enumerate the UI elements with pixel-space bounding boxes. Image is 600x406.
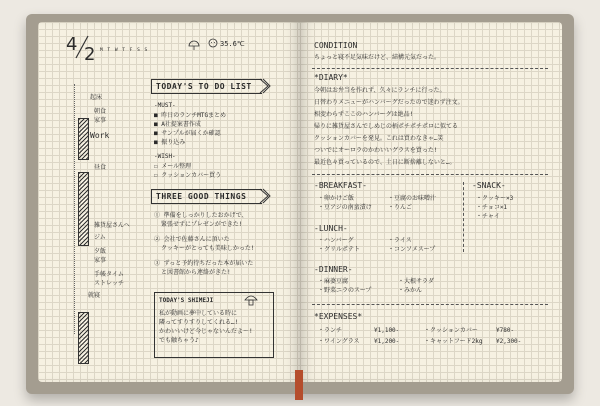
diary-label: *DIARY* [314, 73, 348, 82]
snack-item: ・チャイ [476, 213, 500, 220]
dinner-item: ・大根サラダ [398, 278, 434, 285]
dinner-item: ・野菜ニラのスープ [318, 287, 372, 294]
mushroom-icon [244, 294, 258, 306]
bookmark-ribbon [295, 370, 303, 400]
timeline-block-work [78, 118, 89, 160]
expense-amount: ¥780- [496, 327, 515, 334]
good-thing-3-line1: ③ ずっと予約待ちだった本が届いた [154, 260, 254, 267]
snack-item: ・チョコ×1 [476, 204, 508, 211]
expense-amount: ¥1,100- [374, 327, 400, 334]
timeline-gym: ジム [94, 234, 106, 241]
timeline-block-afternoon [78, 172, 89, 246]
dinner-item: ・みかん [398, 287, 423, 294]
timeline-stretch: ストレッチ [94, 280, 124, 287]
shimeji-title: TODAY'S SHIMEJI [159, 297, 214, 304]
good-thing-2-line2: クッキーがとっても美味しかった! [161, 245, 255, 252]
diary-line: クッションカバーを発見。これは買わなきゃ…笑 [314, 135, 444, 142]
timeline-breakfast: 朝食 [94, 108, 107, 115]
lunch-label: -LUNCH- [314, 224, 348, 233]
timeline-chores: 家事 [94, 117, 107, 124]
todo-wish-item: ☐ クッションカバー買う [154, 172, 222, 179]
date-day: 2 [84, 44, 96, 65]
good-thing-1-line1: ① 準備をしっかりしたおかげで、 [154, 212, 248, 219]
left-page [38, 22, 300, 382]
todo-must-item: ■ 振り込み [154, 139, 186, 146]
expense-item: ・クッションカバー [424, 327, 478, 334]
date-month: 4 [66, 34, 78, 55]
temperature: 35.6℃ [220, 40, 245, 48]
shimeji-line: かわいいけど今じゃないんだよ〜! [159, 328, 253, 335]
good-things-chevron [260, 189, 270, 204]
diary-line: 今朝はお弁当を作れず、久々にランチに行った。 [314, 87, 446, 94]
timeline-wake: 起床 [90, 94, 103, 101]
timeline-sleep: 就寝 [88, 292, 101, 299]
expenses-label: *EXPENSES* [314, 312, 363, 321]
expense-amount: ¥2,300- [496, 338, 522, 345]
good-thing-2-line1: ② 会社で佐藤さんに頂いた [154, 236, 230, 243]
lunch-item: ・ハンバーグ [318, 237, 354, 244]
expense-item: ・ランチ [318, 327, 343, 334]
expense-amount: ¥1,200- [374, 338, 400, 345]
diary-line: 日替わりメニューがハンバーグだったので迷わず注文。 [314, 99, 464, 106]
todo-wish-item: ☐ メール整理 [154, 163, 192, 170]
timeline-notebook-time: 手帳タイム [94, 271, 124, 278]
todo-must-item: ■ A社提案書作成 [154, 121, 201, 128]
diary-line: 相変わらずここのハンバーグは絶品! [314, 111, 414, 118]
todo-wish-label: -WISH- [154, 153, 176, 160]
divider [312, 174, 548, 175]
expense-item: ・ワイングラス [318, 338, 360, 345]
weekday-row: M T W T F S S [100, 48, 149, 53]
good-thing-1-line2: 緊張せずにプレゼンができた! [161, 221, 243, 228]
timeline-work: Work [90, 131, 110, 140]
breakfast-item: ・豆アジの南蛮漬け [318, 204, 372, 211]
dinner-item: ・麻婆豆腐 [318, 278, 349, 285]
snack-divider [463, 182, 464, 252]
todo-must-label: -MUST- [154, 102, 176, 109]
breakfast-label: -BREAKFAST- [314, 181, 367, 190]
timeline-chores-2: 家事 [94, 257, 107, 264]
breakfast-item: ・りんご [388, 204, 413, 211]
diary-line: 帰りに雑貨屋さんでしめじの柄ポチポチポロに似てる [314, 123, 459, 130]
shimeji-line: 隣ってすりすりしてくれる…! [159, 319, 239, 326]
timeline-stationery: 雑貨屋さんへ [94, 222, 130, 229]
dinner-label: -DINNER- [314, 265, 353, 274]
timeline-lunch: 昼食 [94, 164, 107, 171]
timeline-dinner: 夕飯 [94, 248, 107, 255]
shimeji-line: でも触ちゃう♪ [159, 337, 199, 344]
lunch-item: ・ライス [388, 237, 412, 244]
condition-text: ちょっと寝不足気味だけど、結構元気だった。 [314, 54, 441, 61]
snack-item: ・クッキー×3 [476, 195, 514, 202]
good-thing-3-line2: と図書館から連絡がきた! [161, 269, 231, 276]
expense-item: ・キャットフード2kg [424, 338, 483, 345]
umbrella-icon [188, 40, 200, 50]
divider [312, 304, 548, 305]
snack-label: -SNACK- [472, 181, 506, 190]
divider [312, 68, 548, 69]
diary-line: ついでにオーロラのかわいいグラスを買った! [314, 147, 438, 154]
breakfast-item: ・卵かけご飯 [318, 195, 355, 202]
diary-line: 最近色々買っているので、土日に断捨離しないと…。 [314, 159, 456, 166]
todo-must-item: ■ サンプルが届くか確認 [154, 130, 221, 137]
shimeji-line: 私が動画に夢中している時に [159, 310, 238, 317]
lunch-item: ・コンソメスープ [388, 246, 436, 253]
thermometer-face-icon [208, 38, 218, 48]
breakfast-item: ・豆腐のお味噌汁 [388, 195, 437, 202]
condition-label: CONDITION [314, 41, 358, 50]
good-things-title: THREE GOOD THINGS [156, 192, 247, 201]
timeline-block-sleep [78, 312, 89, 364]
todo-must-item: ■ 昨日のランチMTGまとめ [154, 112, 227, 119]
todo-title-chevron [260, 79, 270, 94]
lunch-item: ・グリルポテト [318, 246, 361, 253]
todo-title: TODAY'S TO DO LIST [156, 82, 252, 91]
right-page [300, 22, 562, 382]
